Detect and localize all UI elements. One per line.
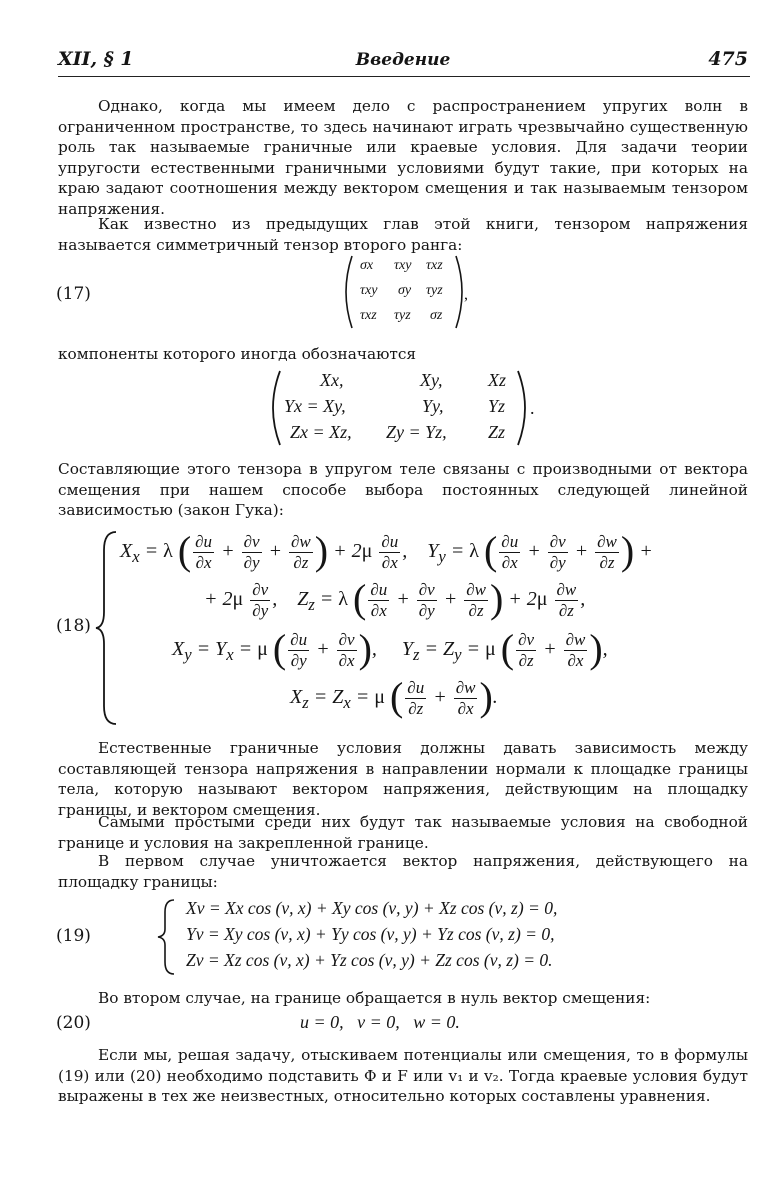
equation-20-number: (20) [56,1013,91,1033]
equation-17-number: (17) [56,284,91,304]
paragraph-8: Во втором случае, на границе обращается в нуль вектор смещения: [98,989,651,1007]
equation-19-line-1: Xν = Xx cos (ν, x) + Xy cos (ν, y) + Xz cos (ν, z) = 0, [186,898,558,918]
equation-17-matrix [340,252,480,332]
paragraph-5: Естественные граничные условия должны давать зависимость между составляющей тензора напряжения в направлении нормали к площадке границы тела, которую называют вектором напряжения, действующим на площадку границы, и вектором смещения. [58,739,748,819]
matrix-trailing-period: . [530,398,535,418]
paragraph-6: Самыми простыми среди них будут так называемые условия на свободной границе и условия на закрепленной границе. [58,813,748,852]
header-rule [58,76,750,77]
paragraph-2: Как известно из предыдущих глав этой книги, тензором напряжения называется симметричный тензор второго ранга: [58,215,748,254]
equation-18-number: (18) [56,616,91,636]
paragraph-9: Если мы, решая задачу, отыскиваем потенциалы или смещения, то в формулы (19) или (20) необходимо подставить Φ и F или v₁ и v₂. Тогда краевые условия будут выражены в тех же неизвестных, относительно которых составлены уравнения. [58,1046,748,1105]
components-matrix [268,368,548,448]
matrix-cell: τxy [360,283,378,298]
paragraph-7: В первом случае уничтожается вектор напряжения, действующего на площадку границы: [58,852,748,891]
equation-19-number: (19) [56,926,91,946]
matrix-cell: Zz [488,422,506,442]
paragraph-1: Однако, когда мы имеем дело с распространением упругих волн в ограниченном пространстве, то здесь начинают играть чрезвычайно существенную роль так называемые граничные или краевые условия. Для задачи теории упругости естественными граничными условиями будут такие, при которых на краю задают соотношения между вектором смещения и так называемым тензором напряжения. [58,97,748,218]
equation-19-line-3: Zν = Xz cos (ν, x) + Yz cos (ν, y) + Zz cos (ν, z) = 0. [186,950,553,970]
matrix-cell: Xy, [420,370,443,390]
matrix-cell: Yz [488,396,506,416]
equation-18-line-4: $X_z = Z_x = \mu$ ( $\frac{\partial u}{\partial z}$ + $\frac{\partial w}{\partial x}$ ). [290,673,498,719]
equation-19-line-2: Yν = Xy cos (ν, x) + Yy cos (ν, y) + Yz cos (ν, z) = 0, [186,924,555,944]
matrix-cell: Xz [488,370,506,390]
chapter-title: Введение [355,50,451,70]
matrix-cell: τyz [394,308,411,323]
running-header [58,46,748,76]
paragraph-4: Составляющие этого тензора в упругом теле связаны с производными от вектора смещения при нашем способе выбора постоянных следующей линейной зависимостью (закон Гука): [58,460,748,519]
matrix-cell: τxz [360,308,377,323]
matrix-trailing-comma: , [464,286,468,303]
matrix-cell: Yx = Xy, [284,396,346,416]
page-number: 475 [708,48,748,70]
equation-18-line-3: $X_y = Y_x = \mu$ ( $\frac{\partial u}{\partial y}$ + $\frac{\partial v}{\partial x}$ ), $Y_z = Z_y = \mu$ ( $\frac{\partial v}{\partial z}$ + $\frac{\partial w}{\partial x}$ ), [172,625,608,671]
matrix-cell: τyz [426,283,443,298]
matrix-cell: σz [430,308,443,323]
matrix-cell: τxy [394,258,412,273]
equation-19-brace [156,898,180,976]
paragraph-3: компоненты которого иногда обозначаются [58,345,417,363]
matrix-cell: τxz [426,258,443,273]
matrix-cell: σy [398,283,412,298]
section-label: XII, § 1 [58,48,134,70]
matrix-cell: σx [360,258,374,273]
equation-20-body: u = 0, v = 0, w = 0. [300,1012,460,1032]
matrix-cell: Xx, [320,370,344,390]
equation-18-line-2: + 2μ $\frac{\partial v}{\partial y}$ , $Z_z = \lambda$ ( $\frac{\partial u}{\partial x}$ + $\frac{\partial v}{\partial y}$ + $\frac{\partial w}{\partial z}$ ) + 2μ $\frac{\partial w}{\partial z}$ , [204,575,586,621]
matrix-cell: Yy, [422,396,444,416]
equation-18-line-1: $X_x = \lambda$ ( $\frac{\partial u}{\partial x}$ + $\frac{\partial v}{\partial y}$ + $\frac{\partial w}{\partial z}$ ) + 2μ $\frac{\partial u}{\partial x}$ , $Y_y = \lambda$ ( $\frac{\partial u}{\partial x}$ + $\frac{\partial v}{\partial y}$ + $\frac{\partial w}{\partial z}$ ) + [120,527,653,573]
matrix-cell: Zx = Xz, [290,422,352,442]
matrix-cell: Zy = Yz, [386,422,447,442]
